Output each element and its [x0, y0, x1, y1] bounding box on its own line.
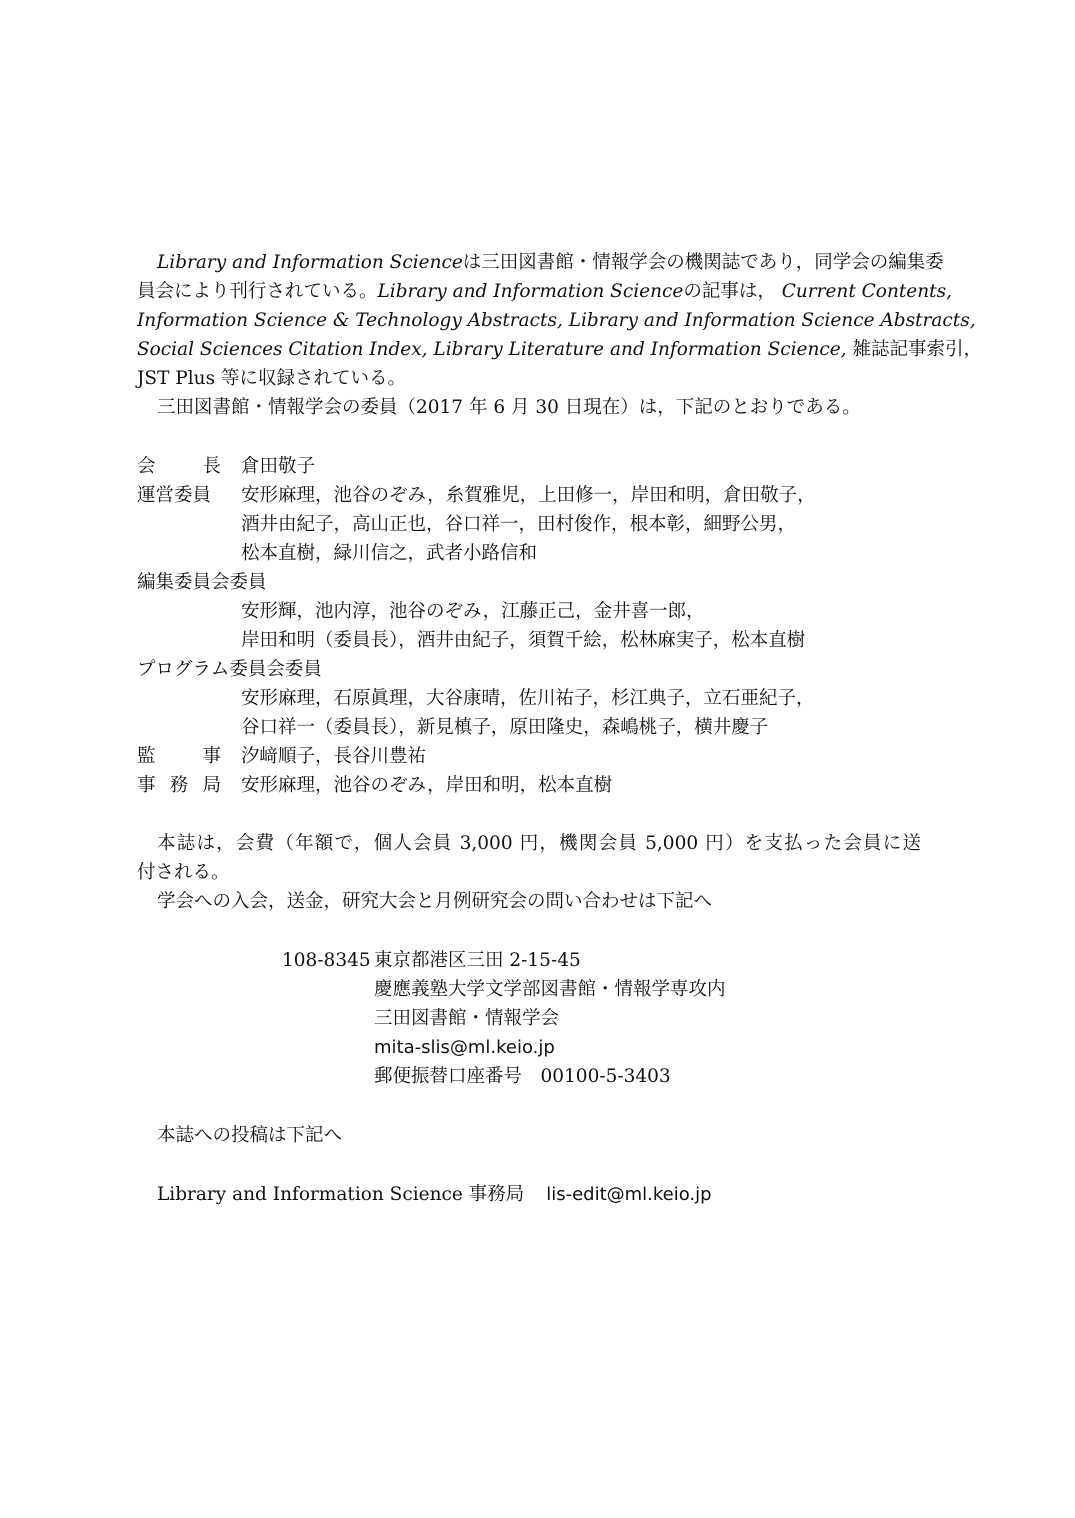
membership-line-1: [137, 829, 921, 858]
intro-text: は三田図書館・情報学会の機関誌であり，同学会の編集委: [462, 252, 944, 273]
intro-line-1: [137, 248, 944, 277]
society-email: mita-slis@ml.keio.jp: [374, 1037, 555, 1058]
intro-line-3: Information Science & Technology Abstracts, Library and Information Science Abstracts,: [137, 310, 976, 331]
journal-title: Library and Information Science: [157, 252, 463, 273]
member-names: 安形麻理，石原眞理，大谷康晴，佐川祐子，杉江典子，立石亜紀子，: [241, 688, 815, 709]
intro-line-5: JST Plus 等に収録されている。: [137, 368, 406, 389]
membership-line-3: 学会への入会，送金，研究大会と月例研究会の問い合わせは下記へ: [157, 891, 713, 912]
committee-steering-row: [137, 481, 816, 510]
member-names: 岸田和明（委員長），酒井由紀子，須賀千絵，松林麻実子，松本直樹: [241, 630, 806, 651]
intro-text: 雑誌記事索引，: [852, 339, 983, 360]
membership-line-2: 付される。: [137, 862, 230, 883]
postal-transfer-account: 郵便振替口座番号 00100-5-3403: [374, 1066, 671, 1087]
role-label: 編集委員会委員: [137, 572, 267, 593]
intro-text: の記事は，: [683, 281, 776, 302]
committee-president-row: [137, 452, 315, 481]
submission-contact: [157, 1180, 712, 1209]
committee-secretariat-row: [137, 771, 612, 800]
role-label: 事務局: [137, 775, 221, 796]
role-label: 会長: [137, 456, 221, 477]
intro-line-2: [137, 277, 952, 306]
member-names: 安形輝，池内淳，池谷のぞみ，江藤正己，金井喜一郎，: [241, 601, 705, 622]
postal-code: 108-8345: [282, 950, 371, 971]
member-names: 汐﨑順子，長谷川豊祐: [241, 746, 427, 767]
address-line-2: 慶應義塾大学文学部図書館・情報学専攻内: [374, 979, 726, 1000]
member-names: 倉田敬子: [241, 456, 316, 477]
committee-auditor-row: [137, 742, 426, 771]
index-name: Current Contents,: [781, 281, 952, 302]
member-names: 酒井由紀子，高山正也，谷口祥一，田村俊作，根本彰，細野公男，: [241, 514, 797, 535]
role-label: 運営委員: [137, 485, 212, 506]
membership-text: 本誌は，会費（年額で，個人会員 3,000 円，機関会員 5,000 円）を支払った会員に送: [157, 833, 921, 854]
intro-line-4: [137, 335, 983, 364]
editorial-office: Library and Information Science 事務局: [157, 1184, 525, 1205]
member-names: 松本直樹，緑川信之，武者小路信和: [241, 543, 538, 564]
address-line-3: 三田図書館・情報学会: [374, 1008, 560, 1029]
index-name: Social Sciences Citation Index, Library Literature and Information Science,: [137, 339, 847, 360]
journal-title: Library and Information Science: [377, 281, 684, 302]
member-names: 安形麻理，池谷のぞみ，糸賀雅児，上田修一，岸田和明，倉田敬子，: [241, 485, 816, 506]
role-label: プログラム委員会委員: [137, 659, 322, 680]
submission-email: lis-edit@ml.keio.jp: [546, 1184, 712, 1205]
member-names: 谷口祥一（委員長），新見槙子，原田隆史，森嶋桃子，横井慶子: [241, 717, 769, 738]
member-names: 安形麻理，池谷のぞみ，岸田和明，松本直樹: [241, 775, 613, 796]
submission-label: 本誌への投稿は下記へ: [157, 1125, 343, 1146]
intro-paragraph-2: 三田図書館・情報学会の委員（2017 年 6 月 30 日現在）は，下記のとおりである。: [157, 397, 861, 418]
address-line-1: 東京都港区三田 2-15-45: [374, 950, 581, 971]
role-label: 監事: [137, 746, 221, 767]
intro-text: 員会により刊行されている。: [137, 281, 378, 302]
